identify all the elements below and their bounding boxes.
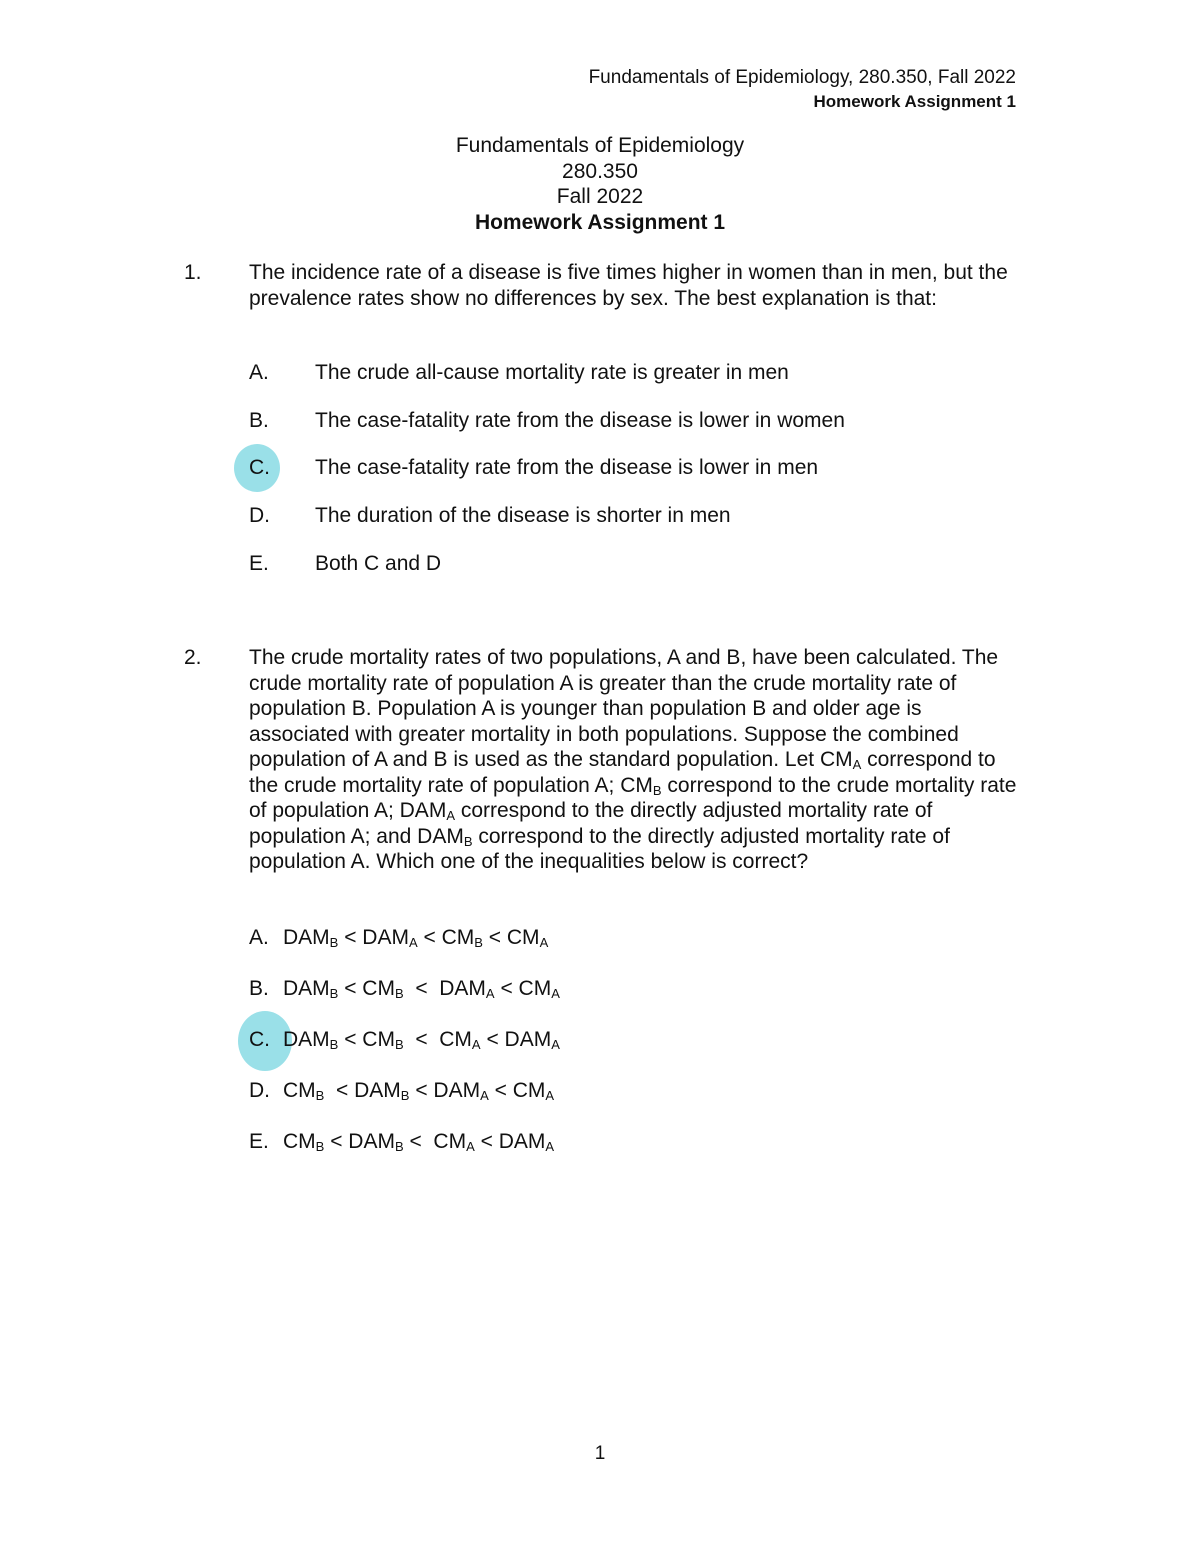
option-d: D. $CM_B < DAM_B < DAM_A < CM_A$ [249, 1079, 555, 1103]
question-number: 2. [184, 646, 202, 669]
option-text: The crude all-cause mortality rate is greater in men [315, 361, 789, 384]
option-letter: D. [249, 504, 270, 527]
course-term: Fall 2022 [556, 185, 644, 208]
question-text: The crude mortality rates of two populations, A and B, have been calculated. The crude mortality rate of population A is greater than the crude mortality rate of population B. Population A is younger than population B and older age is associated with greater mortality in both populations. Suppose the combined population of A and B is used as the standard population. Let $CM_A$ correspond to the crude mortality rate of population A; $CM_B$ correspond to the crude mortality rate of population A; $DAM_A$ correspond to the directly adjusted mortality rate of population A; and $DAM_B$ correspond to the directly adjusted mortality rate of population A. Which one of the inequalities below is correct? [249, 646, 1017, 873]
question-number: 1. [184, 261, 202, 284]
running-header-course: Fundamentals of Epidemiology, 280.350, Fall 2022 [588, 67, 1016, 88]
title-block [0, 133, 1200, 235]
option-c: C. $DAM_B < CM_B < CM_A < DAM_A$ [249, 1028, 560, 1052]
option-letter: E. [249, 1130, 269, 1153]
option-b: B. $DAM_B < CM_B < DAM_A < CM_A$ [249, 977, 560, 1001]
option-letter: C. [249, 456, 270, 479]
option-letter: B. [249, 409, 269, 432]
option-a [249, 360, 789, 386]
option-text: The duration of the disease is shorter in men [315, 504, 731, 527]
option-letter: A. [249, 926, 269, 949]
option-d [249, 503, 731, 529]
option-a: A. $DAM_B < DAM_A < CM_B < CM_A$ [249, 926, 549, 950]
option-letter: D. [249, 1079, 270, 1102]
running-header-assignment: Homework Assignment 1 [813, 92, 1016, 111]
option-letter: C. [249, 1028, 270, 1051]
course-number: 280.350 [562, 159, 638, 183]
option-text: The case-fatality rate from the disease is lower in men [315, 456, 819, 479]
option-text: Both C and D [315, 552, 442, 575]
option-letter: E. [249, 552, 269, 575]
option-e: E. $CM_B < DAM_B < CM_A < DAM_A$ [249, 1130, 555, 1154]
option-c [249, 455, 818, 481]
running-header [589, 66, 1016, 114]
assignment-title: Homework Assignment 1 [474, 210, 726, 234]
course-title: Fundamentals of Epidemiology [455, 134, 745, 157]
option-e [249, 551, 441, 577]
question-text: The incidence rate of a disease is five times higher in women than in men, but the prevalence rates show no differences by sex. The best explanation is that: [249, 261, 1008, 310]
option-text: The case-fatality rate from the disease is lower in women [315, 409, 845, 432]
page-number: 1 [594, 1443, 606, 1464]
option-letter: B. [249, 977, 269, 1000]
option-b [249, 408, 845, 434]
option-letter: A. [249, 361, 269, 384]
